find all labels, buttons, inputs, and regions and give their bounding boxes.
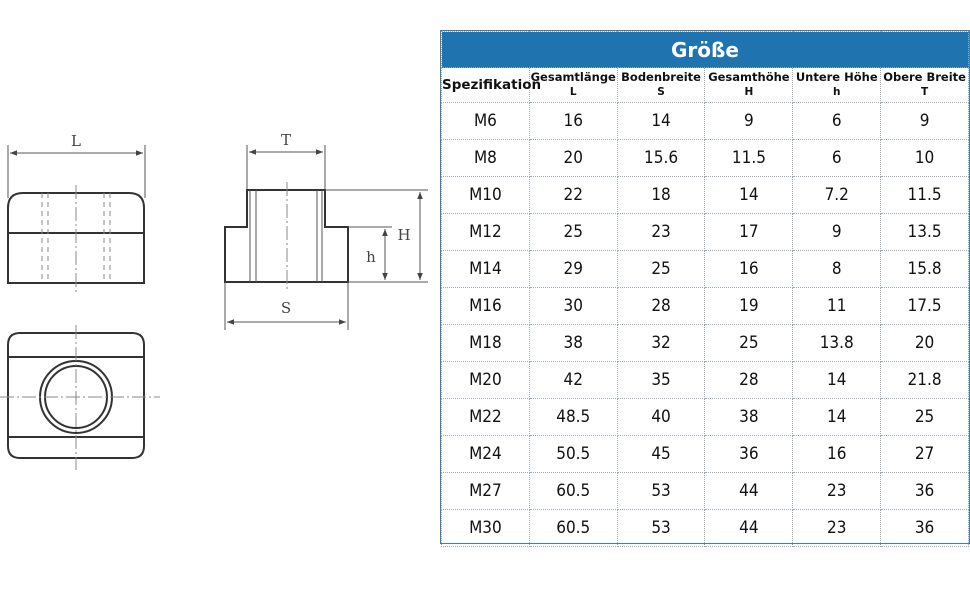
column-header-symbol: T bbox=[920, 86, 929, 98]
value-cell: 20 bbox=[529, 140, 617, 177]
value-cell: 53 bbox=[617, 473, 705, 510]
spec-cell: M24 bbox=[442, 436, 530, 473]
column-header-label: Untere Höhe bbox=[795, 70, 878, 84]
column-header bbox=[881, 68, 969, 103]
column-header-symbol: h bbox=[832, 86, 841, 98]
value-cell: 6 bbox=[793, 140, 881, 177]
size-table-container bbox=[440, 30, 970, 544]
value-cell: 14 bbox=[705, 177, 793, 214]
column-header bbox=[442, 68, 542, 103]
column-header-symbol: S bbox=[657, 86, 665, 98]
spec-cell: M20 bbox=[442, 362, 530, 399]
value-cell: 9 bbox=[881, 103, 969, 140]
value-cell: 23 bbox=[617, 214, 705, 251]
value-cell: 11 bbox=[793, 288, 881, 325]
value-cell: 28 bbox=[705, 362, 793, 399]
value-cell: 22 bbox=[529, 177, 617, 214]
value-cell: 25 bbox=[705, 325, 793, 362]
value-cell: 6 bbox=[793, 103, 881, 140]
column-header-label: Gesamtlänge bbox=[530, 70, 616, 84]
value-cell: 53 bbox=[617, 510, 705, 547]
table-row bbox=[442, 214, 969, 251]
table-row bbox=[442, 362, 969, 399]
value-cell: 40 bbox=[617, 399, 705, 436]
table-row bbox=[442, 473, 969, 510]
value-cell: 17.5 bbox=[881, 288, 969, 325]
column-header bbox=[793, 68, 881, 103]
value-cell: 32 bbox=[617, 325, 705, 362]
value-cell: 45 bbox=[617, 436, 705, 473]
value-cell: 20 bbox=[881, 325, 969, 362]
column-header bbox=[617, 68, 705, 103]
column-header-label: Obere Breite bbox=[883, 70, 966, 84]
table-row bbox=[442, 288, 969, 325]
table-row bbox=[442, 103, 969, 140]
value-cell: 13.5 bbox=[881, 214, 969, 251]
value-cell: 8 bbox=[793, 251, 881, 288]
table-row bbox=[442, 177, 969, 214]
value-cell: 9 bbox=[793, 214, 881, 251]
label-L: L bbox=[71, 132, 81, 150]
table-body bbox=[442, 103, 969, 547]
size-table bbox=[441, 31, 969, 547]
value-cell: 38 bbox=[705, 399, 793, 436]
table-row bbox=[442, 325, 969, 362]
value-cell: 23 bbox=[793, 473, 881, 510]
column-header bbox=[529, 68, 617, 103]
table-title: Größe bbox=[442, 32, 969, 68]
value-cell: 23 bbox=[793, 510, 881, 547]
value-cell: 13.8 bbox=[793, 325, 881, 362]
column-header-label: Bodenbreite bbox=[621, 70, 701, 84]
value-cell: 36 bbox=[705, 436, 793, 473]
label-S: S bbox=[280, 299, 292, 317]
value-cell: 16 bbox=[793, 436, 881, 473]
label-T: T bbox=[280, 131, 292, 149]
spec-cell: M14 bbox=[442, 251, 530, 288]
value-cell: 17 bbox=[705, 214, 793, 251]
spec-cell: M22 bbox=[442, 399, 530, 436]
value-cell: 28 bbox=[617, 288, 705, 325]
table-row bbox=[442, 140, 969, 177]
value-cell: 9 bbox=[705, 103, 793, 140]
spec-cell: M18 bbox=[442, 325, 530, 362]
table-row bbox=[442, 251, 969, 288]
value-cell: 11.5 bbox=[881, 177, 969, 214]
value-cell: 25 bbox=[529, 214, 617, 251]
top-view bbox=[0, 325, 160, 470]
value-cell: 38 bbox=[529, 325, 617, 362]
spec-cell: M6 bbox=[442, 103, 530, 140]
column-header-label: Spezifikation bbox=[442, 76, 542, 93]
spec-cell: M27 bbox=[442, 473, 530, 510]
column-header-label: Gesamthöhe bbox=[708, 70, 790, 84]
table-row bbox=[442, 436, 969, 473]
value-cell: 25 bbox=[617, 251, 705, 288]
table-row bbox=[442, 399, 969, 436]
value-cell: 16 bbox=[705, 251, 793, 288]
label-H: H bbox=[397, 226, 411, 244]
technical-drawings bbox=[0, 0, 440, 600]
value-cell: 18 bbox=[617, 177, 705, 214]
value-cell: 36 bbox=[881, 510, 969, 547]
value-cell: 48.5 bbox=[529, 399, 617, 436]
value-cell: 16 bbox=[529, 103, 617, 140]
value-cell: 42 bbox=[529, 362, 617, 399]
side-view bbox=[225, 131, 428, 330]
value-cell: 21.8 bbox=[881, 362, 969, 399]
value-cell: 10 bbox=[881, 140, 969, 177]
value-cell: 15.8 bbox=[881, 251, 969, 288]
value-cell: 27 bbox=[881, 436, 969, 473]
column-header-symbol: L bbox=[569, 86, 577, 98]
value-cell: 15.6 bbox=[617, 140, 705, 177]
column-header-row bbox=[442, 68, 969, 103]
front-view bbox=[8, 132, 145, 295]
value-cell: 50.5 bbox=[529, 436, 617, 473]
label-h: h bbox=[366, 248, 376, 266]
value-cell: 44 bbox=[705, 510, 793, 547]
value-cell: 19 bbox=[705, 288, 793, 325]
value-cell: 25 bbox=[881, 399, 969, 436]
value-cell: 60.5 bbox=[529, 473, 617, 510]
value-cell: 60.5 bbox=[529, 510, 617, 547]
column-header-symbol: H bbox=[744, 86, 754, 98]
value-cell: 35 bbox=[617, 362, 705, 399]
value-cell: 14 bbox=[793, 362, 881, 399]
column-header bbox=[705, 68, 793, 103]
value-cell: 7.2 bbox=[793, 177, 881, 214]
table-row bbox=[442, 510, 969, 547]
spec-cell: M30 bbox=[442, 510, 530, 547]
value-cell: 36 bbox=[881, 473, 969, 510]
value-cell: 14 bbox=[793, 399, 881, 436]
value-cell: 14 bbox=[617, 103, 705, 140]
value-cell: 44 bbox=[705, 473, 793, 510]
value-cell: 11.5 bbox=[705, 140, 793, 177]
value-cell: 29 bbox=[529, 251, 617, 288]
spec-cell: M10 bbox=[442, 177, 530, 214]
value-cell: 30 bbox=[529, 288, 617, 325]
spec-cell: M12 bbox=[442, 214, 530, 251]
spec-cell: M8 bbox=[442, 140, 530, 177]
spec-cell: M16 bbox=[442, 288, 530, 325]
